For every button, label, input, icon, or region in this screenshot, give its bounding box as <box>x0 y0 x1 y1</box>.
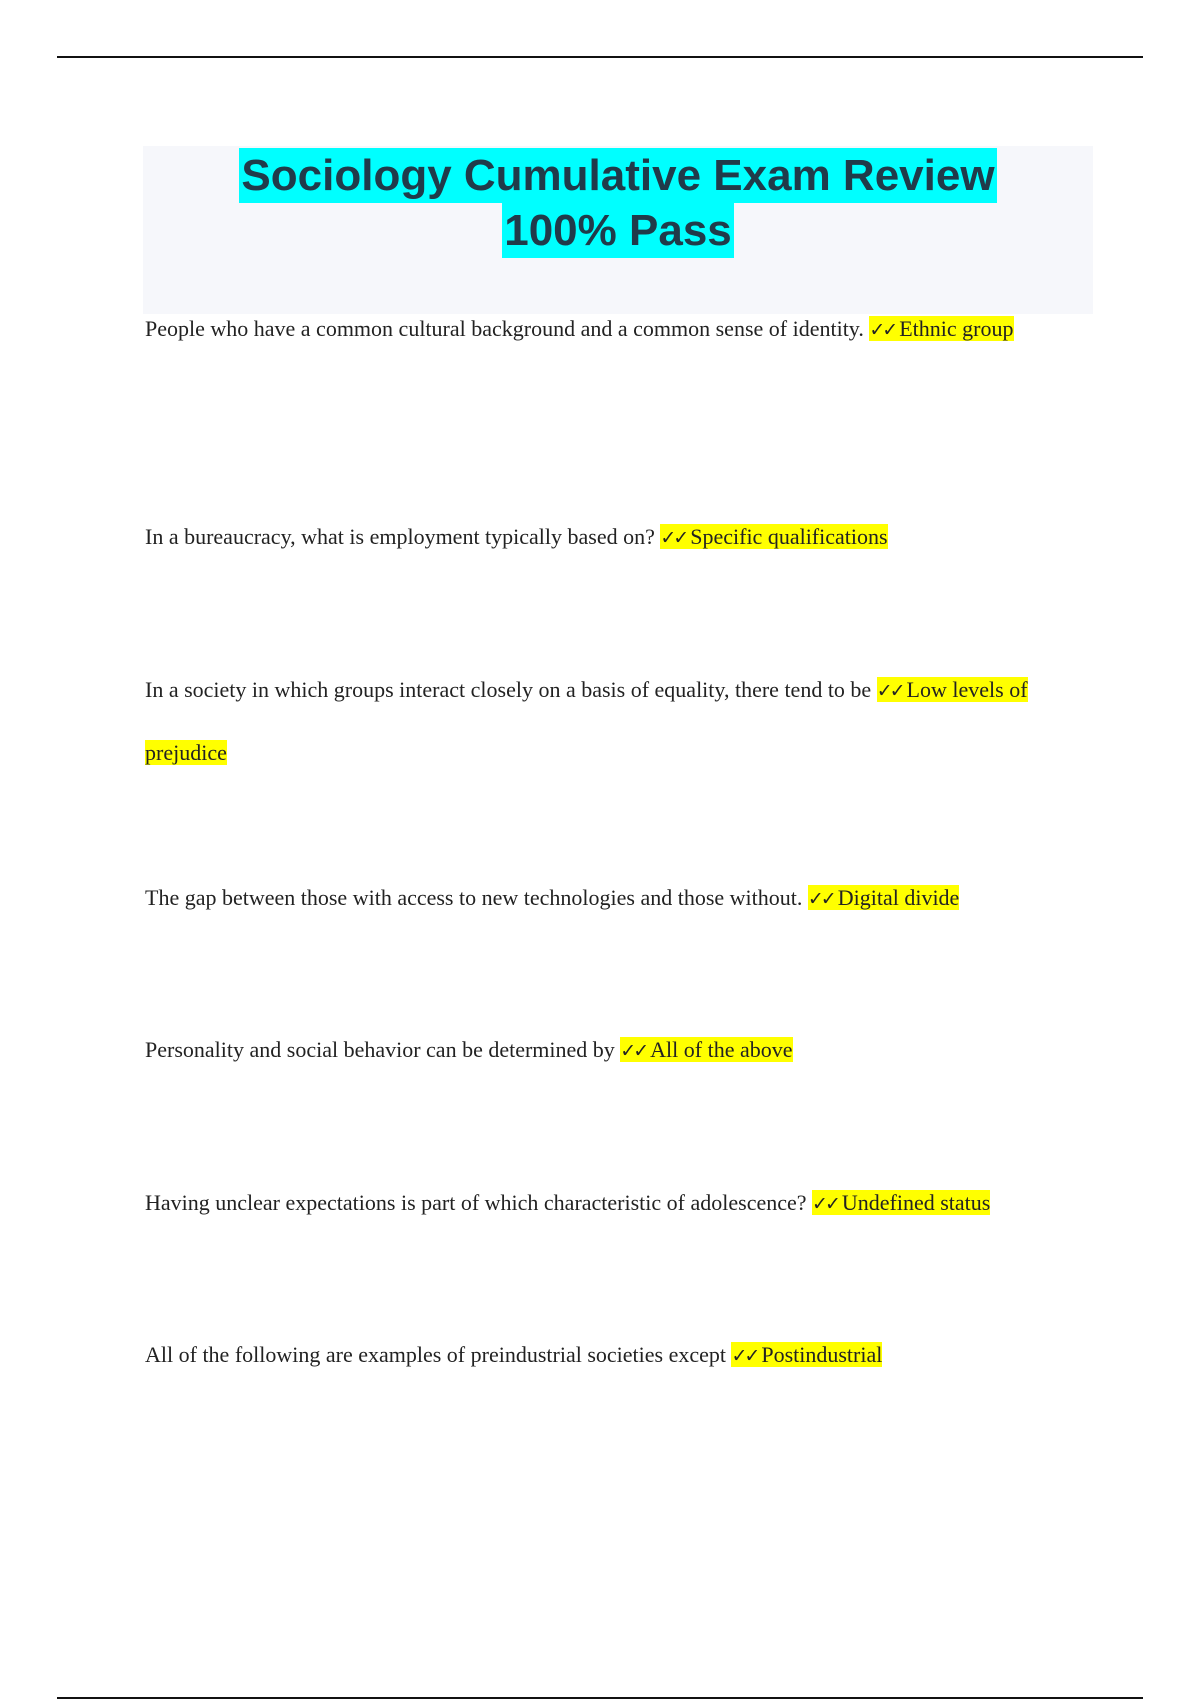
double-check-icon: ✓✓ <box>731 1345 758 1367</box>
answer-text: Undefined status <box>841 1190 991 1215</box>
qa-item <box>145 298 1105 361</box>
question-text: In a bureaucracy, what is employment typically based on? <box>145 524 655 549</box>
title-line-1: Sociology Cumulative Exam Review <box>239 148 996 203</box>
double-check-icon: ✓✓ <box>807 888 834 910</box>
double-check-icon: ✓✓ <box>620 1040 647 1062</box>
top-rule <box>57 56 1143 58</box>
question-text: All of the following are examples of preindustrial societies except <box>145 1342 726 1367</box>
answer-highlight <box>808 885 959 910</box>
document-title <box>143 146 1093 258</box>
qa-item <box>145 659 1105 783</box>
double-check-icon: ✓✓ <box>660 527 687 549</box>
qa-item <box>145 1172 1105 1235</box>
title-block <box>143 146 1093 314</box>
qa-item <box>145 1019 1105 1082</box>
question-text: Having unclear expectations is part of which characteristic of adolescence? <box>145 1190 807 1215</box>
double-check-icon: ✓✓ <box>876 680 903 702</box>
answer-text: Specific qualifications <box>690 524 888 549</box>
answer-text: Digital divide <box>837 885 960 910</box>
question-text: In a society in which groups interact closely on a basis of equality, there tend to be <box>145 677 872 702</box>
answer-highlight <box>660 524 887 549</box>
qa-item <box>145 506 1105 569</box>
answer-text: Postindustrial <box>761 1342 883 1367</box>
answer-text: All of the above <box>650 1037 793 1062</box>
double-check-icon: ✓✓ <box>869 319 896 341</box>
title-line-2: 100% Pass <box>502 203 734 258</box>
answer-highlight <box>869 316 1013 341</box>
qa-item <box>145 1324 1105 1387</box>
answer-highlight <box>620 1037 792 1062</box>
answer-text: Ethnic group <box>899 316 1014 341</box>
answer-highlight <box>731 1342 882 1367</box>
double-check-icon: ✓✓ <box>812 1193 838 1215</box>
question-text: The gap between those with access to new technologies and those without. <box>145 885 803 910</box>
answer-highlight <box>812 1190 990 1215</box>
answer-text: Low levels of prejudice <box>145 677 1028 765</box>
qa-item <box>145 867 1105 930</box>
question-text: People who have a common cultural background and a common sense of identity. <box>145 316 864 341</box>
question-text: Personality and social behavior can be determined by <box>145 1037 615 1062</box>
bottom-rule <box>57 1697 1143 1699</box>
